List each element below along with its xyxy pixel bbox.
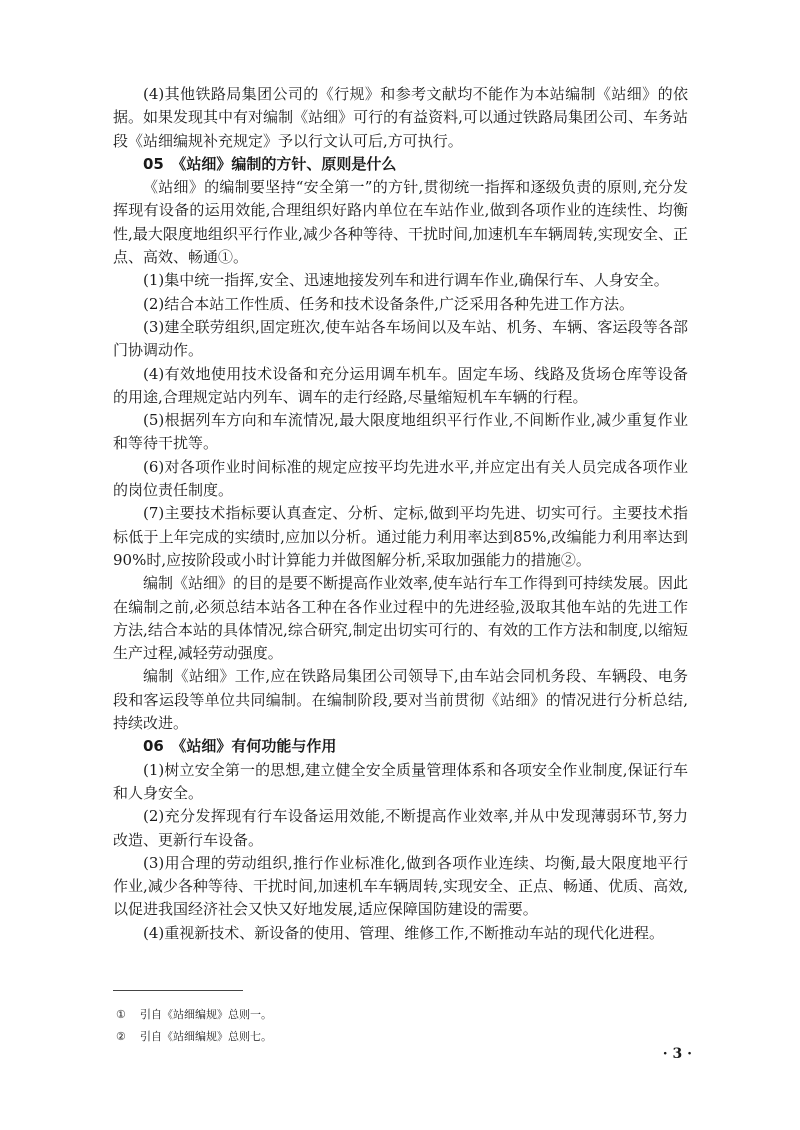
list-item: (7)主要技术指标要认真查定、分析、定标,做到平均先进、切实可行。主要技术指标低于上年完成的实绩时,应加以分析。通过能力利用率达到85%,改编能力利用率达到90%时,应按阶段或小时计算能力并做图解分析,采取加强能力的措施②。 <box>113 504 688 569</box>
footnote-mark: ① <box>116 1008 126 1021</box>
footnote-divider <box>113 990 243 991</box>
footnote-text: 引自《站细编规》总则一。 <box>140 1008 272 1021</box>
footnote-mark: ② <box>116 1030 126 1043</box>
page-number: · 3 · <box>662 1046 692 1062</box>
list-item: (5)根据列车方向和车流情况,最大限度地组织平行作业,不间断作业,减少重复作业和等待干扰等。 <box>113 411 688 453</box>
footnote-item <box>116 1026 676 1048</box>
footnotes <box>116 1004 676 1048</box>
footnote-text: 引自《站细编规》总则七。 <box>140 1030 272 1043</box>
list-item: (2)充分发挥现有行车设备运用效能,不断提高作业效率,并从中发现薄弱环节,努力改造、更新行车设备。 <box>113 807 688 849</box>
paragraph: 编制《站细》工作,应在铁路局集团公司领导下,由车站会同机务段、车辆段、电务段和客运段等单位共同编制。在编制阶段,要对当前贯彻《站细》的情况进行分析总结,持续改进。 <box>113 667 688 733</box>
section-heading-06: 06 《站细》有何功能与作用 <box>143 737 337 756</box>
list-item: (1)树立安全第一的思想,建立健全安全质量管理体系和各项安全作业制度,保证行车和人身安全。 <box>113 760 688 802</box>
section-heading-05: 05 《站细》编制的方针、原则是什么 <box>143 154 397 173</box>
list-item: (3)用合理的劳动组织,推行作业标准化,做到各项作业连续、均衡,最大限度地平行作业,减少各种等待、干扰时间,加速机车车辆周转,实现安全、正点、畅通、优质、高效,以促进我国经济社会又快又好地发展,适应保障国防建设的需要。 <box>113 853 688 919</box>
page-body <box>113 83 688 945</box>
paragraph: (4)其他铁路局集团公司的《行规》和参考文献均不能作为本站编制《站细》的依据。如果发现其中有对编制《站细》可行的有益资料,可以通过铁路局集团公司、车务站段《站细编规补充规定》予以行文认可后,方可执行。 <box>113 85 688 150</box>
list-item: (4)有效地使用技术设备和充分运用调车机车。固定车场、线路及货场仓库等设备的用途,合理规定站内列车、调车的走行经路,尽量缩短机车车辆的行程。 <box>113 364 688 406</box>
list-item: (3)建全联劳组织,固定班次,使车站各车场间以及车站、机务、车辆、客运段等各部门协调动作。 <box>113 317 688 360</box>
footnote-item <box>116 1004 676 1026</box>
list-item: (1)集中统一指挥,安全、迅速地接发列车和进行调车作业,确保行车、人身安全。 <box>143 271 669 290</box>
paragraph: 编制《站细》的目的是要不断提高作业效率,使车站行车工作得到可持续发展。因此在编制之前,必须总结本站各工种在各作业过程中的先进经验,汲取其他车站的先进工作方法,结合本站的具体情况,综合研究,制定出切实可行的、有效的工作方法和制度,以缩短生产过程,减轻劳动强度。 <box>113 574 688 663</box>
paragraph: 《站细》的编制要坚持“安全第一”的方针,贯彻统一指挥和逐级负责的原则,充分发挥现有设备的运用效能,合理组织好路内单位在车站作业,做到各项作业的连续性、均衡性,最大限度地组织平行作业,减少各种等待、干扰时间,加速机车车辆周转,实现安全、正点、高效、畅通①。 <box>113 178 688 267</box>
list-item: (4)重视新技术、新设备的使用、管理、维修工作,不断推动车站的现代化进程。 <box>143 923 665 942</box>
list-item: (2)结合本站工作性质、任务和技术设备条件,广泛采用各种先进工作方法。 <box>143 294 635 313</box>
list-item: (6)对各项作业时间标准的规定应按平均先进水平,并应定出有关人员完成各项作业的岗位责任制度。 <box>113 457 688 500</box>
